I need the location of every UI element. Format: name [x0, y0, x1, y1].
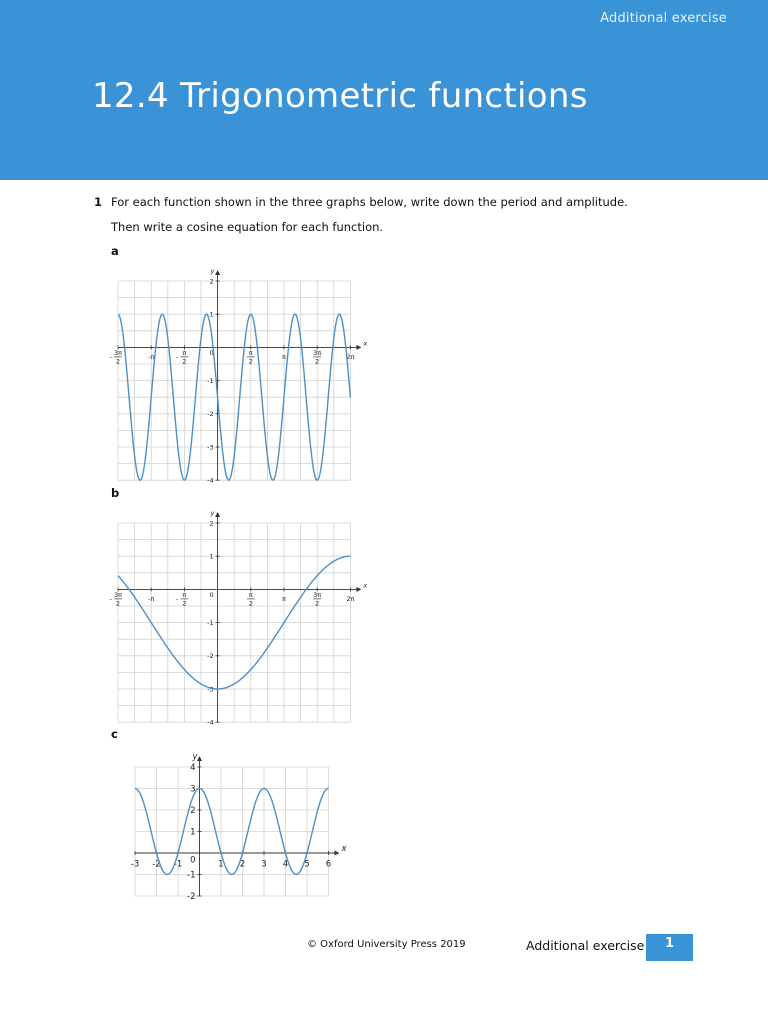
y-tick-label: 2	[190, 805, 196, 816]
x-tick-label-num: π	[248, 590, 253, 599]
part-label-a: a	[111, 244, 119, 258]
x-tick-label-text: π	[282, 352, 286, 361]
y-tick-label: -2	[207, 410, 214, 419]
y-tick-label: 2	[209, 519, 214, 528]
y-axis-arrow	[215, 512, 220, 517]
x-tick-label	[313, 349, 321, 366]
x-tick-label	[282, 595, 286, 603]
y-tick-label: -4	[207, 718, 214, 727]
y-tick-label: -1	[207, 376, 214, 385]
x-tick-label-num: π	[248, 348, 253, 357]
x-tick-label-sign: -	[176, 352, 179, 361]
x-tick-label-0: 0	[190, 855, 196, 866]
x-tick-label	[282, 353, 286, 361]
y-axis-label: y	[192, 752, 198, 762]
x-tick-label-num: 3π	[113, 590, 123, 599]
x-tick-label-text: -2	[152, 859, 161, 870]
y-tick-label: -1	[207, 618, 214, 627]
y-tick-label: -2	[207, 652, 214, 661]
x-tick-label	[261, 860, 266, 870]
y-tick-label: 2	[209, 277, 214, 286]
x-tick-label-text: -π	[148, 594, 155, 603]
y-axis-label: y	[210, 267, 215, 275]
x-tick-label-text: 3	[261, 859, 267, 870]
x-tick-label-text: -π	[148, 352, 155, 361]
x-tick-label	[313, 591, 321, 608]
x-tick-label-den: 2	[248, 599, 253, 608]
y-tick-label: -1	[187, 870, 196, 881]
x-tick-label	[346, 595, 354, 603]
y-tick-label: -2	[187, 891, 196, 902]
x-tick-label-text: 2	[239, 859, 246, 870]
y-tick-label: 3	[190, 784, 196, 795]
y-tick-label: -3	[207, 443, 214, 452]
header-tag: Additional exercise	[600, 11, 727, 26]
x-tick-label-text: -3	[130, 859, 140, 870]
graph-a	[109, 262, 371, 485]
x-tick-label-den: 2	[115, 357, 121, 366]
x-tick-label-text: 1	[218, 859, 224, 870]
x-tick-label	[148, 595, 154, 603]
x-tick-label	[176, 349, 188, 366]
header-banner	[0, 0, 768, 180]
x-tick-label-sign: -	[109, 594, 112, 603]
question-text-line-2: Then write a cosine equation for each function.	[111, 220, 384, 234]
x-tick-label-den: 2	[115, 599, 121, 608]
x-axis-arrow	[356, 587, 361, 592]
x-tick-label	[326, 860, 331, 870]
x-tick-label-text: -1	[173, 859, 183, 870]
page-number: 1	[646, 934, 693, 961]
footer-copyright: © Oxford University Press 2019	[307, 939, 466, 950]
x-tick-label-text: π	[282, 594, 286, 603]
x-tick-label-text: 2π	[346, 352, 355, 361]
x-tick-label-text: 2π	[346, 594, 355, 603]
x-tick-label-num: π	[182, 590, 187, 599]
y-axis-label: y	[210, 509, 215, 517]
x-axis-arrow	[335, 851, 340, 856]
y-tick-label: -3	[207, 685, 214, 694]
x-tick-label-num: 3π	[313, 590, 322, 599]
graph-b	[109, 504, 371, 727]
question-number: 1	[94, 195, 103, 209]
x-tick-label-0: 0	[209, 348, 214, 357]
x-tick-label	[110, 591, 122, 608]
y-tick-label: -4	[207, 476, 214, 485]
x-tick-label-0: 0	[209, 590, 214, 599]
x-tick-label	[247, 349, 255, 366]
page-title: 12.4 Trigonometric functions	[92, 76, 588, 116]
y-tick-label: 1	[209, 552, 214, 561]
x-tick-label-text: 4	[282, 859, 289, 870]
x-tick-label-num: 3π	[113, 348, 123, 357]
x-tick-label	[247, 591, 255, 608]
y-axis-arrow	[215, 270, 220, 275]
y-tick-label: 4	[190, 762, 196, 773]
y-axis-arrow	[197, 756, 202, 761]
x-tick-label-den: 2	[182, 599, 187, 608]
graph-c	[127, 745, 357, 902]
question-text-line-1: For each function shown in the three graphs below, write down the period and amplitude.	[111, 195, 628, 209]
x-tick-label-den: 2	[315, 599, 320, 608]
x-tick-label-sign: -	[176, 594, 179, 603]
y-tick-label: 1	[209, 310, 214, 319]
x-axis-arrow	[356, 345, 361, 350]
x-tick-label-num: π	[182, 348, 187, 357]
x-tick-label-den: 2	[182, 357, 187, 366]
x-tick-label-num: 3π	[313, 348, 322, 357]
x-tick-label	[110, 349, 122, 366]
x-axis-label: x	[363, 339, 368, 348]
x-tick-label	[131, 860, 139, 870]
y-tick-label: 1	[190, 827, 196, 838]
part-label-c: c	[111, 727, 118, 741]
x-tick-label-den: 2	[315, 357, 320, 366]
x-axis-label: x	[363, 581, 368, 590]
x-tick-label-den: 2	[248, 357, 253, 366]
x-tick-label	[148, 353, 154, 361]
x-tick-label	[176, 591, 188, 608]
x-tick-label-text: 6	[325, 859, 332, 870]
x-tick-label-sign: -	[109, 352, 112, 361]
part-label-b: b	[111, 486, 120, 500]
x-tick-label-text: 5	[304, 859, 310, 870]
footer-label: Additional exercise	[526, 938, 645, 953]
x-axis-label: x	[341, 844, 347, 854]
